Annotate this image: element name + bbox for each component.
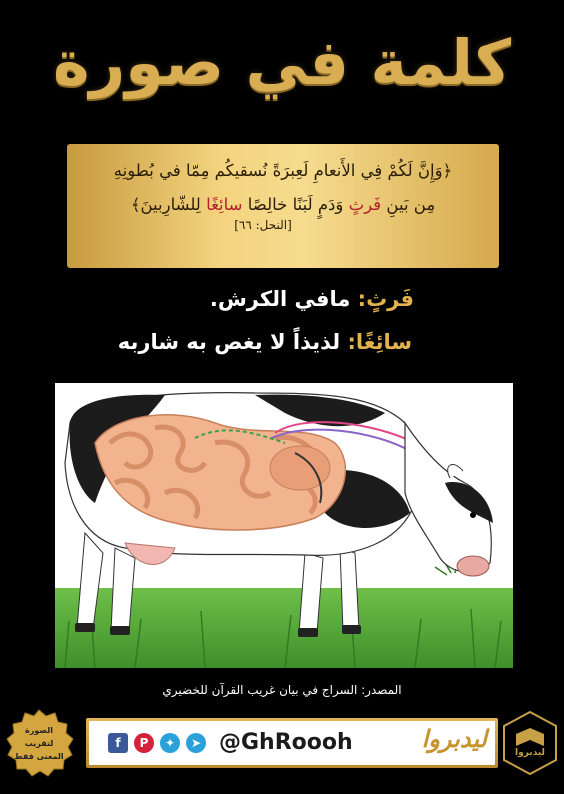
verse-panel (67, 144, 499, 268)
cow-muzzle (457, 556, 489, 576)
cow-digestion-illustration (55, 383, 513, 668)
pinterest-icon[interactable]: P (134, 733, 154, 753)
footer-bar (86, 718, 498, 768)
brand-badge-label: ليدبروا (515, 748, 545, 758)
facebook-icon[interactable]: f (108, 733, 128, 753)
verse-line-2 (81, 188, 485, 222)
verse-text: مِن بَينِ (381, 195, 436, 214)
badge-text (4, 724, 74, 763)
badge-line-1: الصورة (25, 726, 53, 735)
verse-text: وَدَمٍ لَبَنًا خالِصًا (242, 195, 349, 214)
definition-meaning: مافي الكرش. (209, 287, 358, 311)
definition-term: سائِغًا: (347, 330, 412, 354)
verse-highlight-saigh: سائِغًا (206, 195, 243, 214)
definition-term: فَرثٍ: (357, 287, 414, 311)
badge-line-2: لتقريب (24, 739, 54, 748)
verse-reference: [النحل: ٦٦] (234, 218, 292, 232)
twitter-icon[interactable]: ✦ (160, 733, 180, 753)
verse-line-1: ﴿وَإِنَّ لَكُمْ فِي الأَنعامِ لَعِبرَةً نُسقيكُم مِمّا في بُطونِهِ (113, 161, 453, 180)
source-citation: المصدر: السراج في بيان غريب القرآن للخضيري (162, 683, 402, 697)
badge-line-3: المعنى فقط (14, 752, 64, 761)
verse-highlight-farth: فَرثٍ (348, 195, 382, 214)
definition-saigh (118, 330, 412, 354)
page-title: كلمة في صورة (52, 26, 512, 99)
footer-inner (89, 721, 495, 765)
definition-meaning: لذيذاً لا يغص به شاربه (117, 330, 348, 354)
brand-badge (498, 708, 562, 778)
brand-logo: ليدبروا (421, 725, 487, 753)
social-handle[interactable]: @GhRoooh (219, 730, 353, 755)
telegram-icon[interactable]: ➤ (186, 733, 206, 753)
verse-text: لِلشّارِبينَ﴾ (130, 195, 207, 214)
book-emblem-icon (498, 708, 562, 778)
cow-eye (470, 512, 476, 518)
illustration-note-badge (4, 708, 74, 778)
definition-farth (210, 287, 414, 311)
cow-illustration-svg (55, 383, 513, 668)
